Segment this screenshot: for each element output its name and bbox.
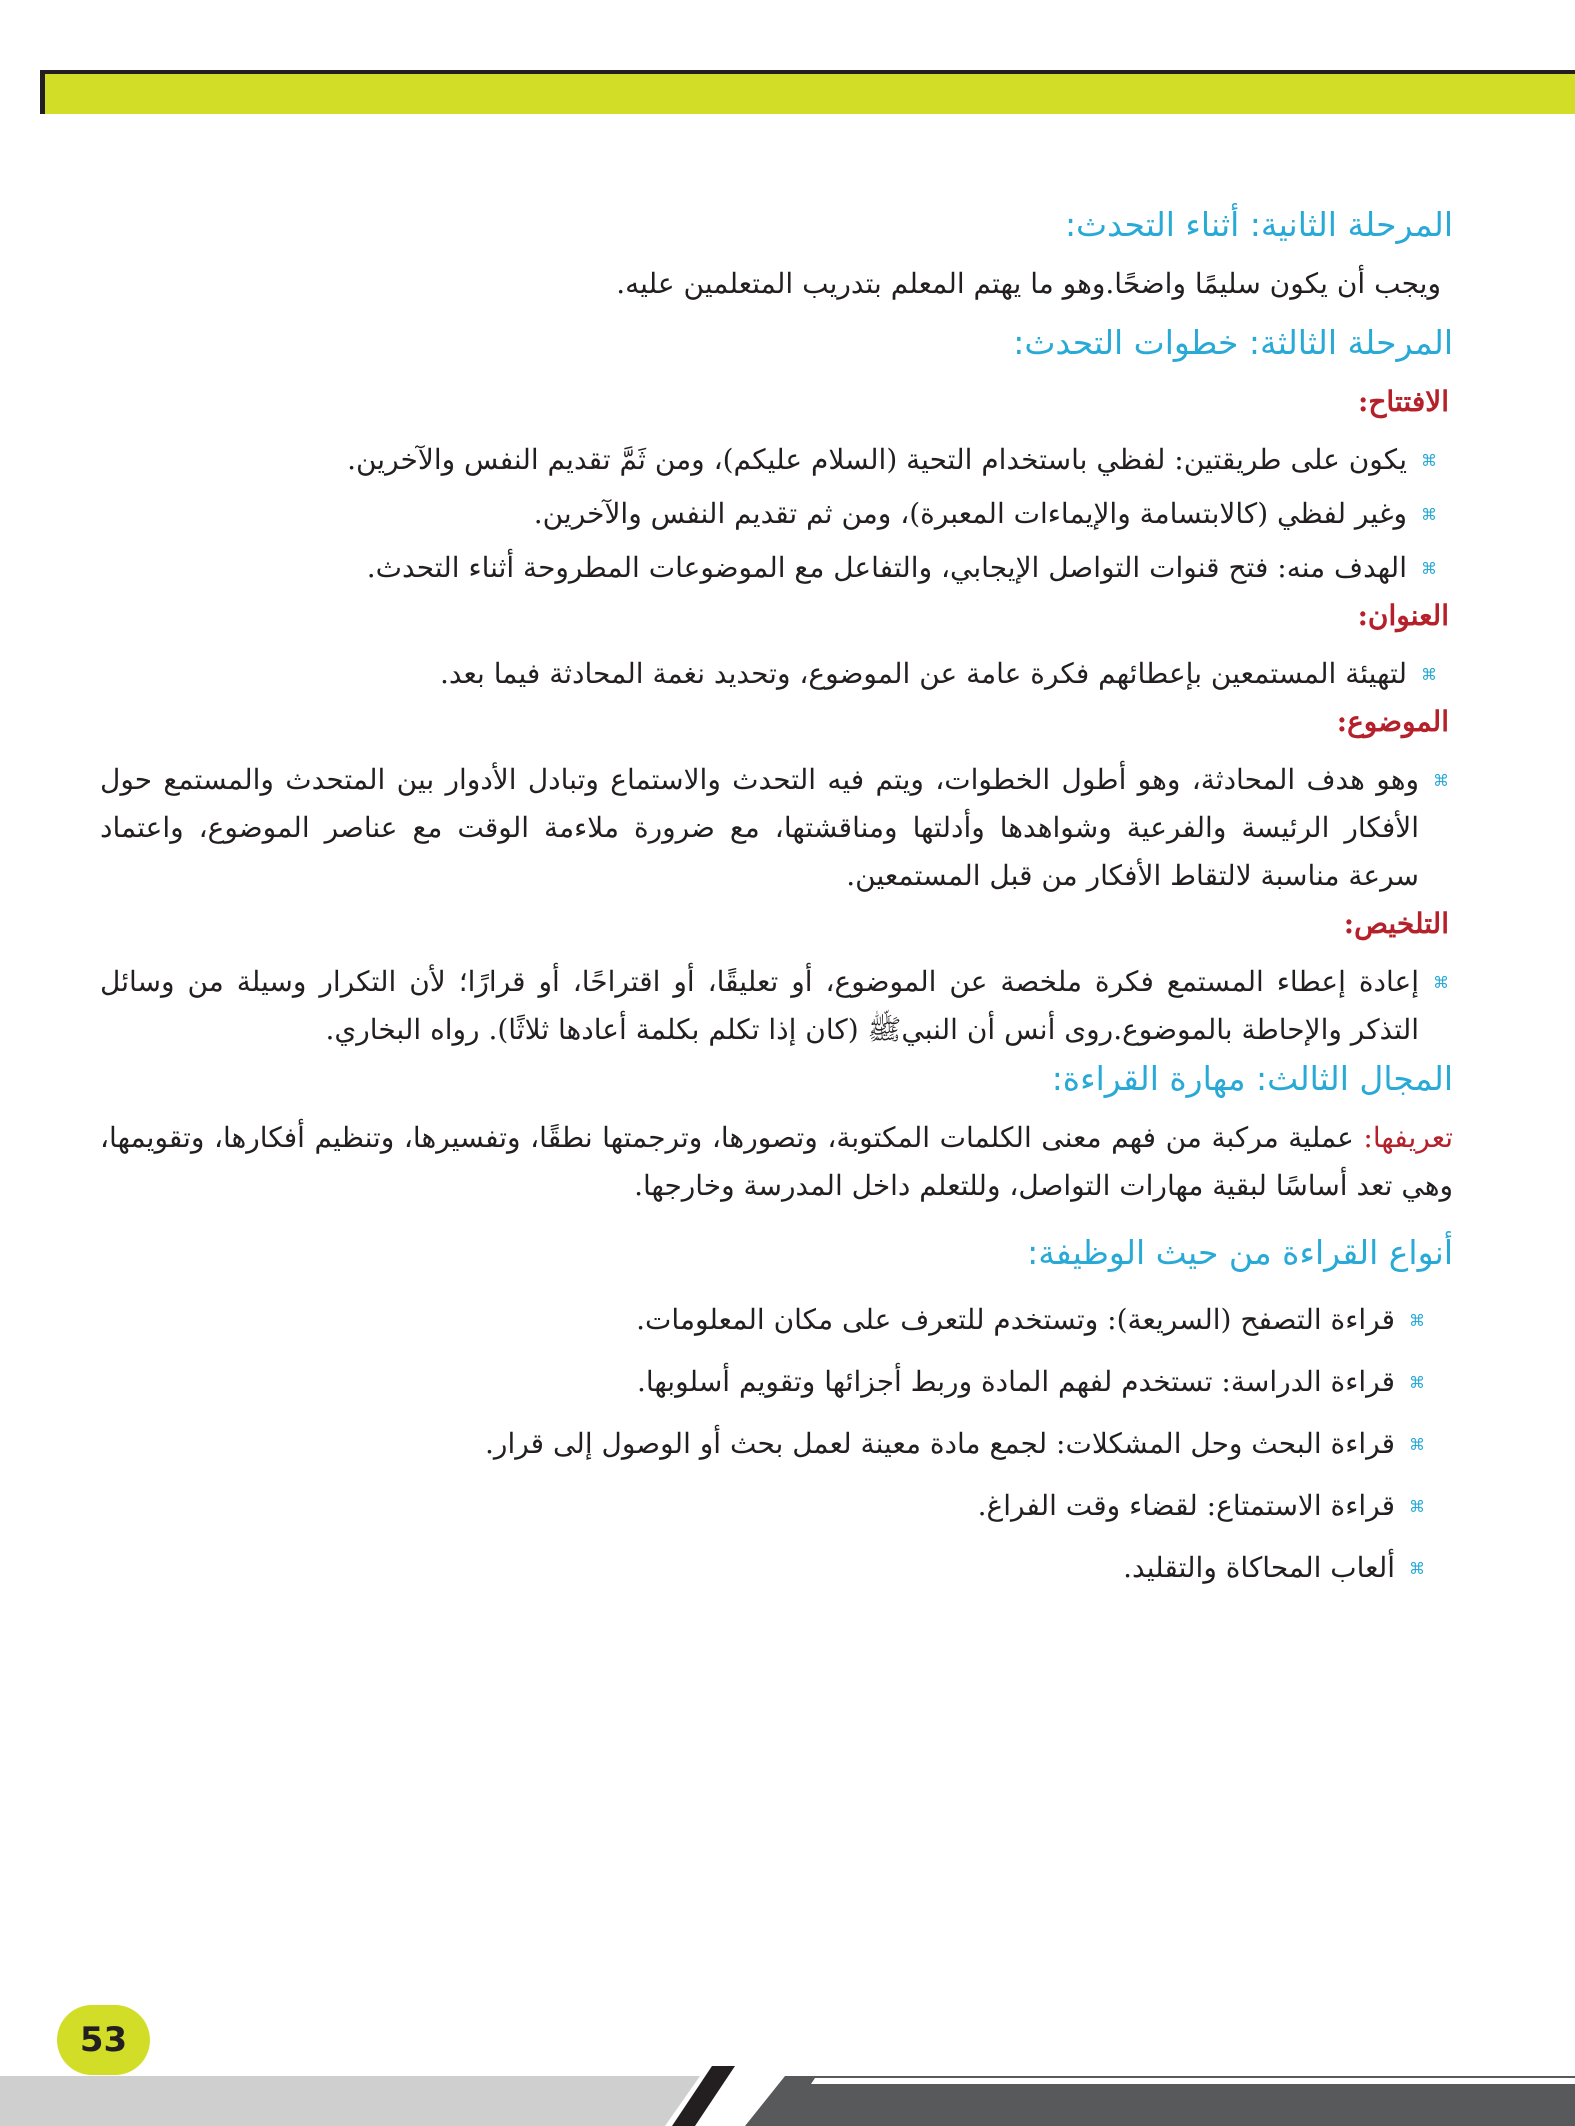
title-label: العنوان:: [1357, 599, 1449, 632]
topic-label: الموضوع:: [1336, 705, 1449, 738]
section2-heading: المرحلة الثانية: أثناء التحدث:: [1064, 205, 1453, 244]
topic-list: [100, 756, 1453, 900]
bullet-icon: ⌘: [1409, 1373, 1425, 1392]
types-heading: أنواع القراءة من حيث الوظيفة:: [1027, 1233, 1453, 1272]
reading-heading: المجال الثالث: مهارة القراءة:: [1051, 1059, 1453, 1098]
title-list: [100, 650, 1453, 698]
summary-list: [100, 958, 1453, 1054]
list-item: ⌘ إعادة إعطاء المستمع فكرة ملخصة عن الموضوع، أو تعليقًا، أو اقتراحًا، أو قرارًا؛ لأن التكرار وسيلة من وسائل التذكر والإحاطة بالموضوع.روى أنس أن النبيﷺ (كان إذا تكلم بكلمة أعادها ثلاثًا). رواه البخاري.: [100, 965, 1449, 1046]
bullet-icon: ⌘: [1409, 1497, 1425, 1516]
list-item: ⌘ ألعاب المحاكاة والتقليد.: [1123, 1551, 1425, 1584]
bullet-icon: ⌘: [1421, 451, 1437, 470]
top-accent-bar: [40, 70, 1575, 114]
bullet-icon: ⌘: [1421, 505, 1437, 524]
list-item: ⌘ قراءة الدراسة: تستخدم لفهم المادة وربط أجزائها وتقويم أسلوبها.: [636, 1365, 1425, 1398]
opening-list: [100, 436, 1453, 592]
bullet-icon: ⌘: [1409, 1559, 1425, 1578]
bottom-white-line: [811, 2078, 1575, 2084]
bottom-decoration: [0, 2062, 1575, 2126]
bullet-icon: ⌘: [1409, 1435, 1425, 1454]
list-item: ⌘ يكون على طريقتين: لفظي باستخدام التحية (السلام عليكم)، ومن ثَمَّ تقديم النفس والآخرين.: [347, 443, 1437, 476]
bullet-icon: ⌘: [1433, 973, 1449, 992]
bullet-icon: ⌘: [1421, 665, 1437, 684]
list-item: ⌘ وهو هدف المحادثة، وهو أطول الخطوات، ويتم فيه التحدث والاستماع وتبادل الأدوار بين المتحدث والمستمع حول الأفكار الرئيسة والفرعية وشواهدها وأدلتها ومناقشتها، مع ضرورة ملاءمة الوقت مع عناصر الموضوع، واعتماد سرعة مناسبة لالتقاط الأفكار من قبل المستمعين.: [100, 763, 1449, 892]
list-item: ⌘ الهدف منه: فتح قنوات التواصل الإيجابي، والتفاعل مع الموضوعات المطروحة أثناء التحدث.: [366, 551, 1437, 584]
types-list: [100, 1296, 1453, 1592]
definition-label: تعريفها:: [1363, 1121, 1453, 1154]
summary-label: التلخيص:: [1343, 907, 1449, 940]
list-item: ⌘ قراءة الاستمتاع: لقضاء وقت الفراغ.: [977, 1489, 1425, 1522]
opening-label: الافتتاح:: [1358, 385, 1449, 418]
list-item: ⌘ قراءة التصفح (السريعة): وتستخدم للتعرف على مكان المعلومات.: [636, 1303, 1425, 1336]
reading-definition: [100, 1114, 1453, 1210]
list-item: ⌘ وغير لفظي (كالابتسامة والإيماءات المعبرة)، ومن ثم تقديم النفس والآخرين.: [533, 497, 1437, 530]
section2-text: ويجب أن يكون سليمًا واضحًا.وهو ما يهتم المعلم بتدريب المتعلمين عليه.: [616, 267, 1441, 300]
bullet-icon: ⌘: [1433, 771, 1449, 790]
page-content: [100, 200, 1453, 1592]
section3-heading: المرحلة الثالثة: خطوات التحدث:: [1013, 323, 1453, 362]
list-item: ⌘ لتهيئة المستمعين بإعطائهم فكرة عامة عن الموضوع، وتحديد نغمة المحادثة فيما بعد.: [439, 657, 1437, 690]
definition-text: عملية مركبة من فهم معنى الكلمات المكتوبة، وتصورها، وترجمتها نطقًا، وتفسيرها، وتنظيم أفكارها، وتقويمها، وهي تعد أساسًا لبقية مهارات التواصل، وللتعلم داخل المدرسة وخارجها.: [100, 1121, 1453, 1202]
list-item: ⌘ قراءة البحث وحل المشكلات: لجمع مادة معينة لعمل بحث أو الوصول إلى قرار.: [485, 1427, 1425, 1460]
bullet-icon: ⌘: [1421, 559, 1437, 578]
bullet-icon: ⌘: [1409, 1311, 1425, 1330]
page-number: 53: [57, 2005, 150, 2075]
bottom-gray-band-left: [0, 2076, 700, 2126]
